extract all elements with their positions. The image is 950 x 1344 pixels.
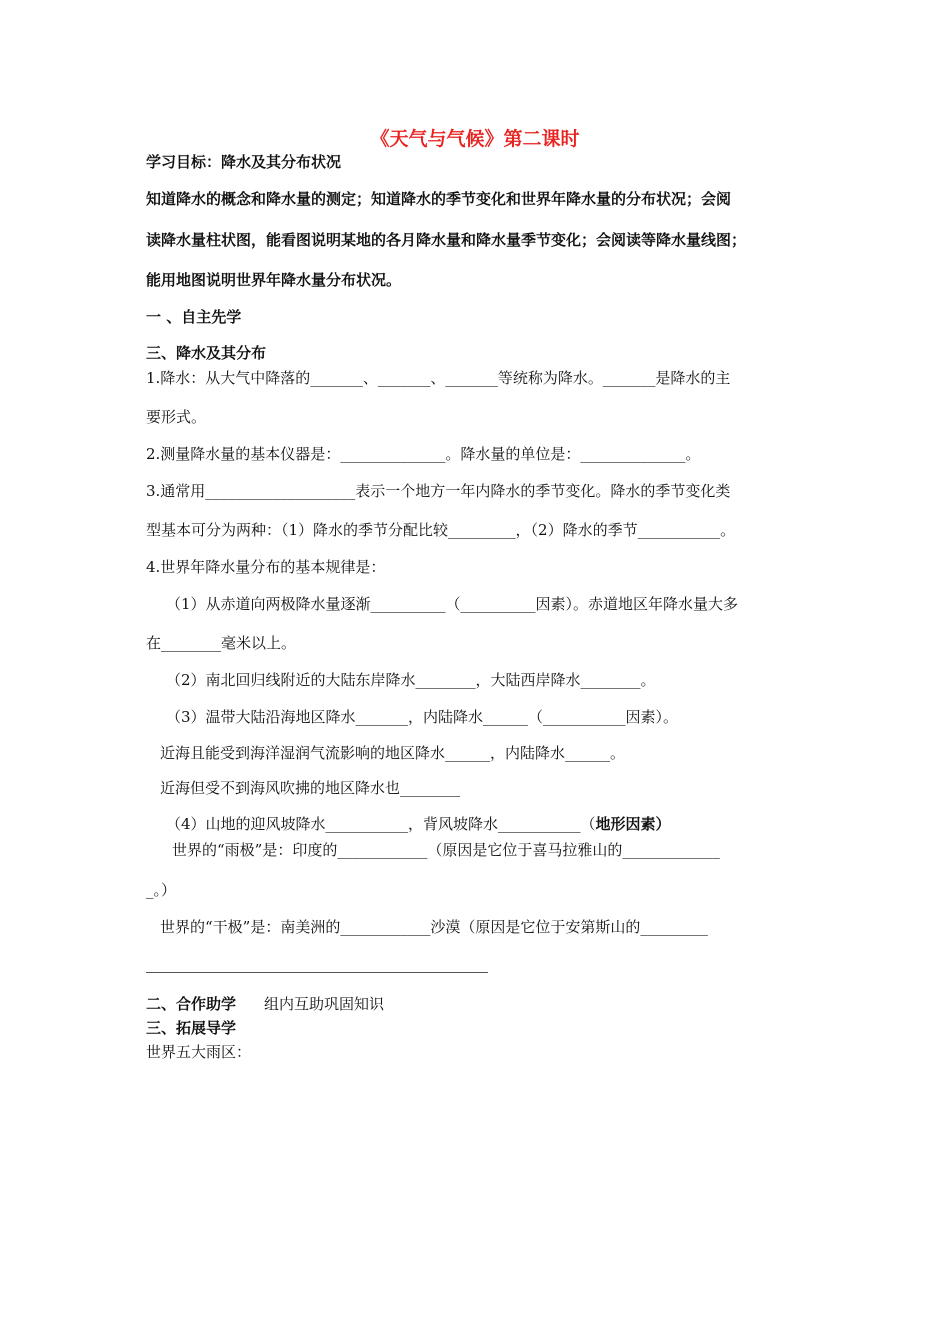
question-1-line-1: 1.降水：从大气中降落的_______、_______、_______等统称为降水。_______是降水的主 bbox=[146, 369, 731, 387]
objective-heading: 学习目标：降水及其分布状况 bbox=[146, 153, 342, 171]
question-4: 4.世界年降水量分布的基本规律是： bbox=[146, 558, 386, 576]
terrain-factor-label: 地形因素） bbox=[595, 815, 671, 833]
question-4-4-text: （4）山地的迎风坡降水___________，背风坡降水___________（ bbox=[166, 815, 596, 833]
section-extension: 三、拓展导学 bbox=[146, 1019, 237, 1037]
section-precipitation: 三、降水及其分布 bbox=[146, 344, 267, 362]
section-cooperation-heading: 二、合作助学 bbox=[146, 995, 237, 1013]
rain-areas-label: 世界五大雨区： bbox=[146, 1043, 252, 1061]
question-4-1-line-2: 在________毫米以上。 bbox=[146, 634, 297, 652]
question-2: 2.测量降水量的基本仪器是：______________。降水量的单位是：______________。 bbox=[146, 445, 701, 463]
question-3-line-1: 3.通常用____________________表示一个地方一年内降水的季节变化。降水的季节变化类 bbox=[146, 482, 731, 500]
question-4-1-line-1: （1）从赤道向两极降水量逐渐__________（__________因素）。赤道地区年降水量大多 bbox=[166, 595, 739, 613]
question-4-2: （2）南北回归线附近的大陆东岸降水________，大陆西岸降水________。 bbox=[166, 671, 656, 689]
answer-underline bbox=[146, 972, 488, 973]
objective-line-1: 知道降水的概念和降水量的测定；知道降水的季节变化和世界年降水量的分布状况；会阅 bbox=[146, 190, 732, 208]
objective-line-3: 能用地图说明世界年降水量分布状况。 bbox=[146, 271, 402, 289]
question-4-3-no-sea-wind: 近海但受不到海风吹拂的地区降水也________ bbox=[160, 779, 461, 797]
question-4-3: （3）温带大陆沿海地区降水_______，内陆降水______（___________因素）。 bbox=[166, 708, 679, 726]
page-title: 《天气与气候》第二课时 bbox=[370, 128, 580, 150]
dry-pole-line: 世界的“干极”是：南美洲的____________沙漠（原因是它位于安第斯山的_________ bbox=[160, 918, 708, 936]
question-3-line-2: 型基本可分为两种：（1）降水的季节分配比较_________，（2）降水的季节___________。 bbox=[146, 521, 736, 539]
question-1-line-2: 要形式。 bbox=[146, 408, 207, 426]
section-cooperation-text: 组内互助巩固知识 bbox=[264, 995, 385, 1013]
objective-line-2: 读降水量柱状图，能看图说明某地的各月降水量和降水量季节变化；会阅读等降水量线图； bbox=[146, 231, 747, 249]
section-cooperation bbox=[146, 994, 384, 1014]
wet-pole-line-1: 世界的“雨极”是：印度的____________（原因是它位于喜马拉雅山的_____________ bbox=[172, 841, 720, 859]
question-4-3-coastal: 近海且能受到海洋湿润气流影响的地区降水______，内陆降水______。 bbox=[160, 744, 626, 762]
question-4-4 bbox=[166, 814, 671, 834]
section-self-study: 一 、自主先学 bbox=[146, 308, 242, 326]
wet-pole-line-2: _。） bbox=[146, 881, 177, 899]
